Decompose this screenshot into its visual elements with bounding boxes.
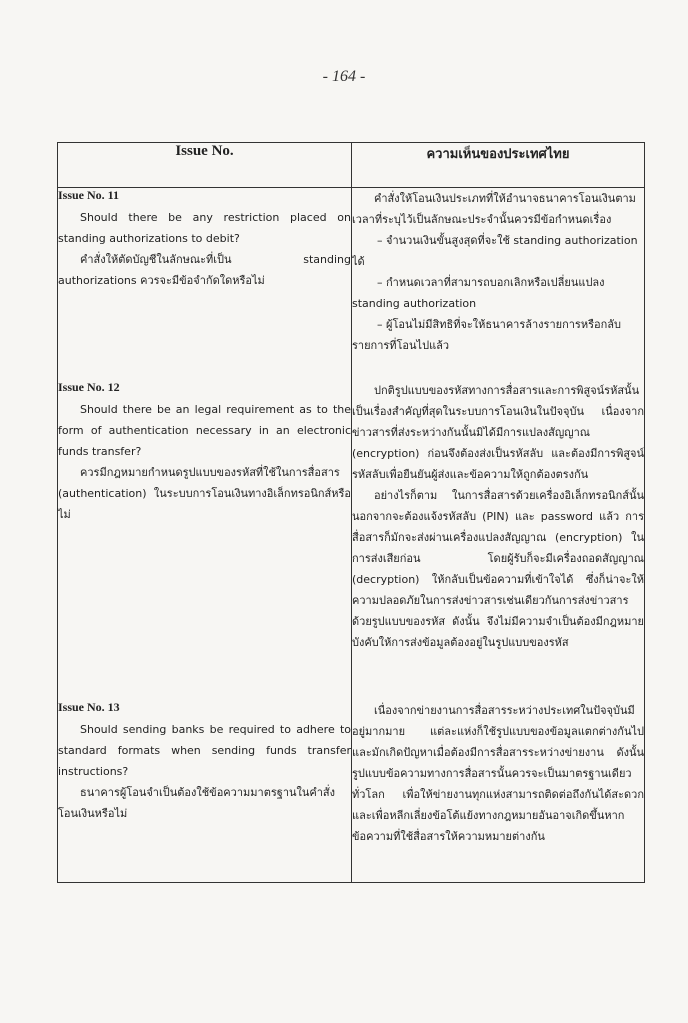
- opinion-paragraph: เนื่องจากข่ายงานการสื่อสารระหว่างประเทศในปัจจุบันมีอยู่มากมาย แต่ละแห่งก็ใช้รูปแบบของข้อมูลแตกต่างกันไป และมักเกิดปัญหาเมื่อต้องมีการสื่อสารระหว่างข่ายงาน ดังนั้น รูปแบบข้อความทางการสื่อสารนั้นควรจะเป็นมาตรฐานเดียวทั่วโลก เพื่อให้ข่ายงานทุกแห่งสามารถติดต่อถึงกันได้สะดวก และเพื่อหลีกเลี่ยงข้อโต้แย้งทางกฎหมายอันอาจเกิดขึ้นหากข้อความที่ใช้สื่อสารให้ความหมายต่างกัน: [352, 704, 644, 843]
- opinion-paragraph: อย่างไรก็ตาม ในการสื่อสารด้วยเครื่องอิเล็กทรอนิกส์นั้น นอกจากจะต้องแจ้งรหัสลับ (PIN) และ password แล้ว การสื่อสารก็มักจะส่งผ่านเครื่องแปลงสัญญาณ (encryption) ในการส่งเสียก่อน โดยผู้รับก็จะมีเครื่องถอดสัญญาณ (decryption) ให้กลับเป็นข้อความที่เข้าใจได้ ซึ่งก็น่าจะให้ความปลอดภัยในการส่งข่าวสารเช่นเดียวกันการส่งข่าวสารด้วยรูปแบบของรหัส ดังนั้น จึงไม่มีความจำเป็นต้องมีกฎหมายบังคับให้การส่งข้อมูลต้องอยู่ในรูปแบบของรหัส: [352, 489, 644, 649]
- issue-question-th: คำสั่งให้ตัดบัญชีในลักษณะที่เป็น standing authorizations ควรจะมีข้อจำกัดใดหรือไม่: [58, 253, 351, 287]
- issue-title: Issue No. 11: [58, 188, 120, 202]
- header-issue-no: Issue No.: [58, 143, 352, 188]
- issue-title: Issue No. 12: [58, 380, 120, 394]
- issue-11: [58, 188, 351, 380]
- issue-question-th: ธนาคารผู้โอนจำเป็นต้องใช้ข้อความมาตรฐานในคำสั่งโอนเงินหรือไม่: [58, 786, 336, 820]
- opinion-13: [352, 700, 644, 847]
- issues-table: [57, 142, 645, 883]
- opinion-item: – จำนวนเงินขั้นสูงสุดที่จะใช้ standing authorization ได้: [352, 234, 638, 268]
- issue-question-th: ควรมีกฎหมายกำหนดรูปแบบของรหัสที่ใช้ในการสื่อสาร (authentication) ในระบบการโอนเงินทางอิเล็กทรอนิกส์หรือไม่: [58, 466, 351, 521]
- opinion-paragraph: ปกติรูปแบบของรหัสทางการสื่อสารและการพิสูจน์รหัสนั้น เป็นเรื่องสำคัญที่สุดในระบบการโอนเงินในปัจจุบัน เนื่องจากข่าวสารที่ส่งระหว่างกันนั้นมิได้มีการแปลงสัญญาณ (encryption) ก่อนจึงต้องส่งเป็นรหัสลับ และต้องมีการพิสูจน์รหัสลับเพื่อยืนยันผู้ส่งและข้อความให้ถูกต้องตรงกัน: [352, 384, 644, 481]
- issue-question-en: Should there be any restriction placed on standing authorizations to debit?: [58, 211, 351, 245]
- issue-12: [58, 380, 351, 700]
- issue-question-en: Should there be an legal requirement as to the form of authentication necessary in an electronic funds transfer?: [58, 403, 351, 458]
- issue-13: [58, 700, 351, 824]
- opinion-intro: คำสั่งให้โอนเงินประเภทที่ให้อำนาจธนาคารโอนเงินตามเวลาที่ระบุไว้เป็นลักษณะประจำนั้นควรมีข้อกำหนดเรื่อง: [352, 192, 636, 226]
- opinion-item: – ผู้โอนไม่มีสิทธิที่จะให้ธนาคารล้างรายการหรือกลับรายการที่โอนไปแล้ว: [352, 318, 621, 352]
- table-header-row: [58, 143, 645, 188]
- issues-column: [58, 188, 352, 883]
- opinions-column: [352, 188, 645, 883]
- opinion-11: [352, 188, 644, 380]
- table-body-row: [58, 188, 645, 883]
- opinion-item: – กำหนดเวลาที่สามารถบอกเลิกหรือเปลี่ยนแปลง standing authorization: [352, 276, 605, 310]
- page-number: - 164 -: [322, 68, 366, 85]
- issue-question-en: Should sending banks be required to adhere to standard formats when sending funds transfer instructions?: [58, 723, 351, 778]
- header-thai-opinion: ความเห็นของประเทศไทย: [352, 143, 645, 188]
- opinion-12: [352, 380, 644, 700]
- issue-title: Issue No. 13: [58, 700, 120, 714]
